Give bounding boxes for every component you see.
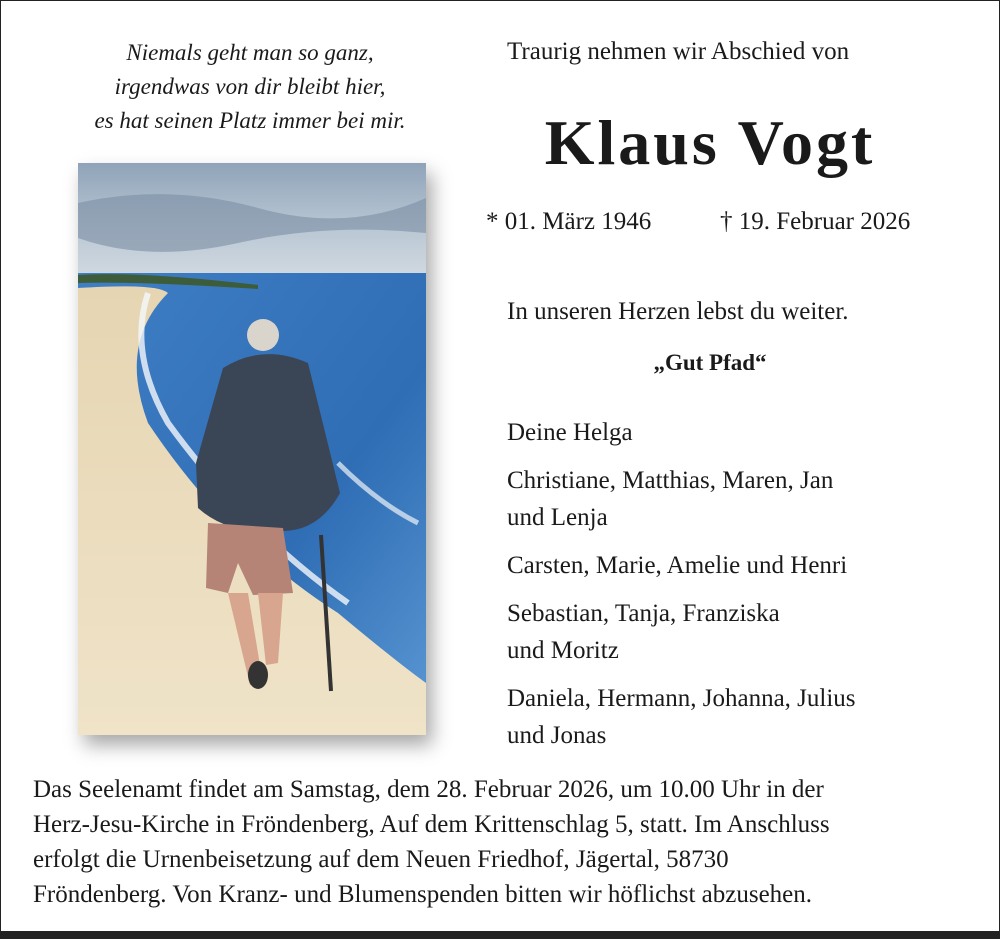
family-line: und Moritz xyxy=(507,637,619,664)
death-date: † 19. Februar 2026 xyxy=(720,208,911,235)
motto-line: Niemals geht man so ganz, xyxy=(126,40,374,65)
intro-text: Traurig nehmen wir Abschied von xyxy=(507,38,850,65)
family-line: und Jonas xyxy=(507,722,607,749)
motto-line: es hat seinen Platz immer bei mir. xyxy=(94,108,406,133)
birth-date: * 01. März 1946 xyxy=(486,208,652,235)
notice-line: Herz-Jesu-Kirche in Fröndenberg, Auf dem Krittenschlag 5, statt. Im Anschluss xyxy=(33,811,830,838)
funeral-notice xyxy=(33,772,830,912)
family-line: und Lenja xyxy=(507,504,608,531)
family-line: Daniela, Hermann, Johanna, Julius xyxy=(507,685,856,712)
family-line: Carsten, Marie, Amelie und Henri xyxy=(507,552,848,579)
notice-line: Das Seelenamt findet am Samstag, dem 28. Februar 2026, um 10.00 Uhr in der xyxy=(33,776,824,803)
family-group xyxy=(507,414,856,451)
family-line: Deine Helga xyxy=(507,419,633,446)
notice-line: erfolgt die Urnenbeisetzung auf dem Neuen Friedhof, Jägertal, 58730 xyxy=(33,846,729,873)
family-group xyxy=(507,547,856,584)
family-group xyxy=(507,595,856,669)
family-line: Sebastian, Tanja, Franziska xyxy=(507,600,780,627)
notice-line: Fröndenberg. Von Kranz- und Blumenspenden bitten wir höflichst abzusehen. xyxy=(33,881,813,908)
deceased-name: Klaus Vogt xyxy=(544,107,876,178)
motto-line: irgendwas von dir bleibt hier, xyxy=(114,74,386,99)
beach-painting-image xyxy=(78,163,426,735)
motto-verse xyxy=(30,36,470,138)
family-list xyxy=(507,414,856,765)
heart-line: In unseren Herzen lebst du weiter. xyxy=(507,298,849,325)
family-line: Christiane, Matthias, Maren, Jan xyxy=(507,467,834,494)
family-group xyxy=(507,680,856,754)
family-group xyxy=(507,462,856,536)
quote: „Gut Pfad“ xyxy=(653,350,767,375)
